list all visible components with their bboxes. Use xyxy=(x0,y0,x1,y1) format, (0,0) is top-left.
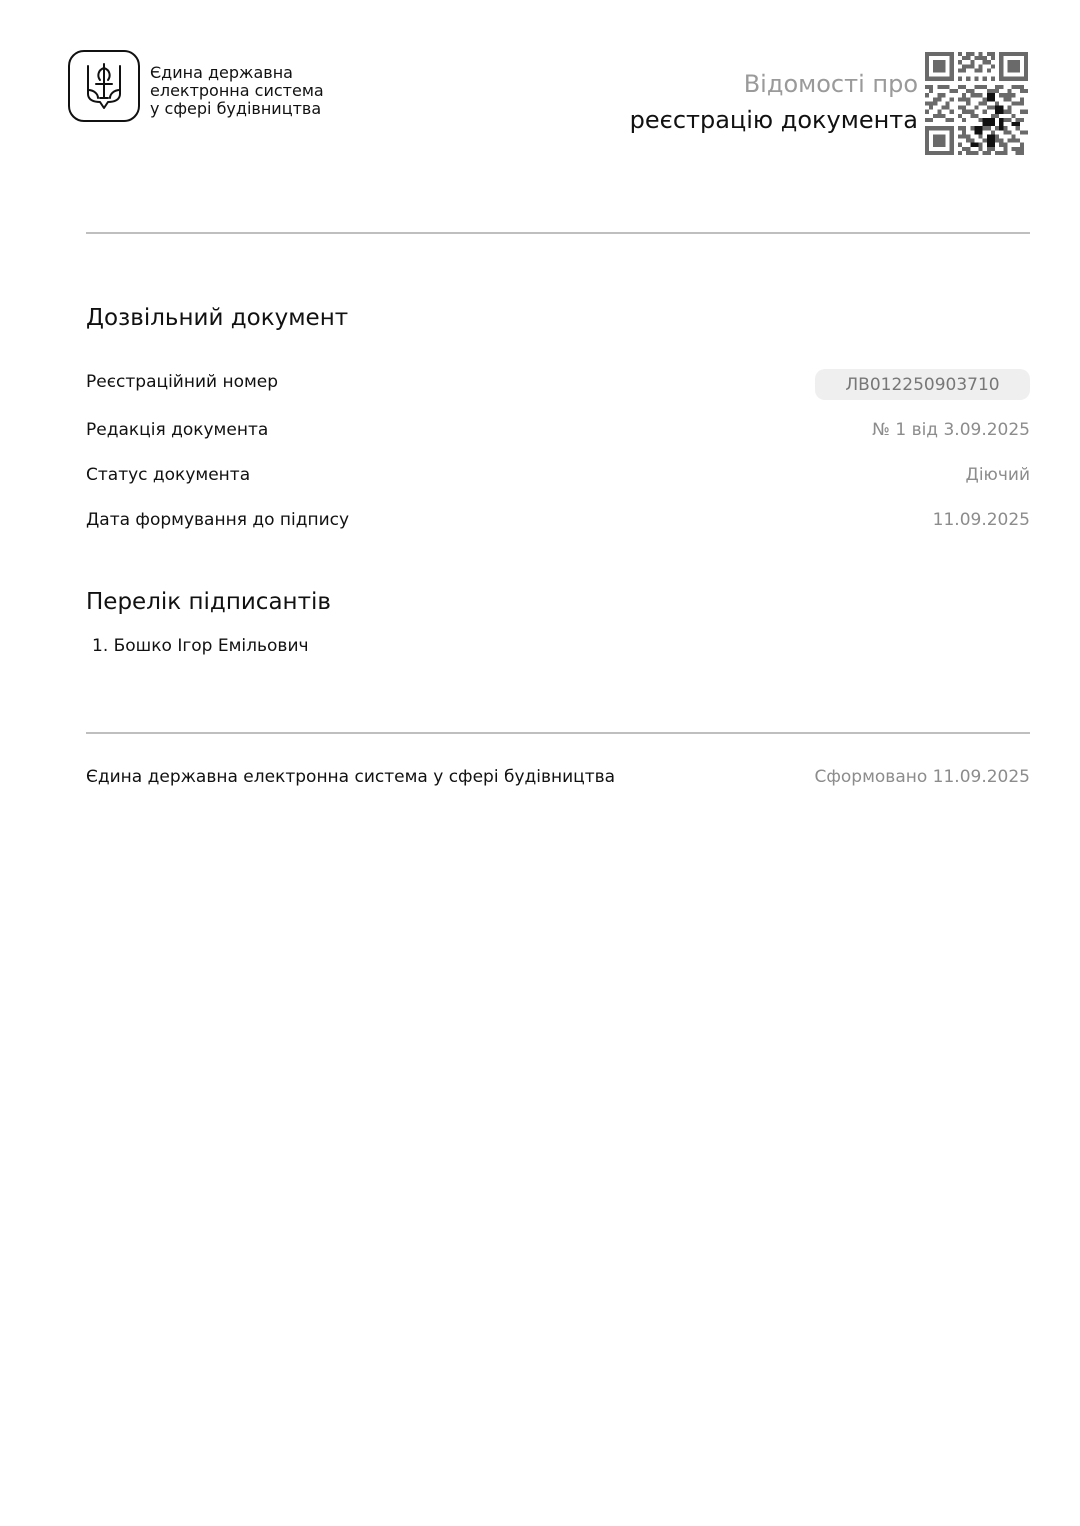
doc-heading-line1: Відомості про xyxy=(743,70,918,98)
footer-org-name: Єдина державна електронна система у сфері будівництва xyxy=(86,767,616,787)
qr-code-icon xyxy=(925,52,1028,155)
org-name-line: електронна система xyxy=(150,81,324,100)
org-name-line: Єдина державна xyxy=(150,63,293,82)
field-value-revision: № 1 від 3.09.2025 xyxy=(872,420,1030,440)
section-title-document: Дозвільний документ xyxy=(86,305,349,331)
field-value-formation-date: 11.09.2025 xyxy=(932,510,1030,530)
footer-divider xyxy=(86,732,1030,734)
doc-heading-line2: реєстрацію документа xyxy=(629,106,918,134)
field-label-status: Статус документа xyxy=(86,465,251,485)
reg-number-badge: ЛВ012250903710 xyxy=(815,369,1030,400)
trident-icon xyxy=(84,60,124,112)
header-divider xyxy=(86,232,1030,234)
signer-list-item: 1. Бошко Ігор Емільович xyxy=(92,636,309,656)
org-name-line: у сфері будівництва xyxy=(150,99,322,118)
field-label-reg-number: Реєстраційний номер xyxy=(86,372,279,392)
field-label-revision: Редакція документа xyxy=(86,420,269,440)
footer-generated-date: Сформовано 11.09.2025 xyxy=(814,767,1030,787)
doc-heading xyxy=(630,66,918,138)
section-title-signers: Перелік підписантів xyxy=(86,589,331,615)
org-name xyxy=(150,64,324,118)
field-label-formation-date: Дата формування до підпису xyxy=(86,510,350,530)
field-value-status: Діючий xyxy=(965,465,1030,485)
logo-emblem xyxy=(68,50,140,122)
